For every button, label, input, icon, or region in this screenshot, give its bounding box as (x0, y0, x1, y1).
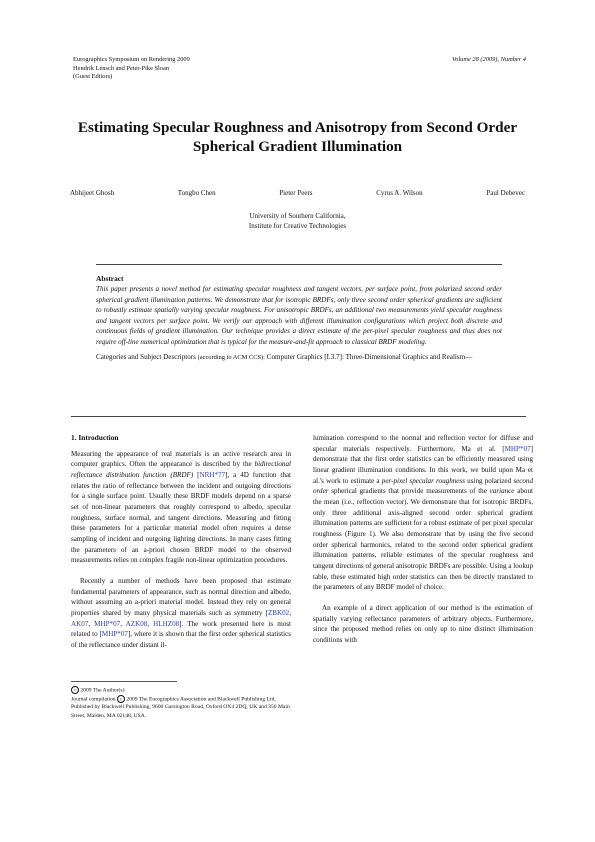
author-name: Cyrus A. Wilson (376, 189, 423, 197)
header-line: (Guest Editors) (73, 73, 113, 81)
citation-link[interactable]: MHP*07 (101, 630, 128, 639)
citation-link[interactable]: MHP*07 (504, 444, 531, 453)
citation-link[interactable]: HLHZ08 (153, 619, 180, 628)
header-line: Hendrik Lensch and Peter-Pike Sloan (73, 64, 170, 72)
citation-link[interactable]: NRH*77 (199, 470, 226, 479)
affiliation-line: University of Southern California, (249, 212, 346, 220)
categories-label: Categories and Subject Descriptors (96, 352, 196, 361)
author-list (70, 189, 525, 197)
abstract-text: This paper presents a novel method for estimating specular roughness and tangent vectors, per surface point, from polarized second order spherical gradient illumination patterns. We demonstrate that for isotropic BRDFs, only three second order spherical gradients are sufficient to robustly estimate spatially varying specular roughness. For anisotropic BRDFs, an additional two measurements yield specular roughness and tangent vectors per surface point. We verify our approach with different illumination configurations which project both discrete and continuous fields of gradient illumination. Our technique provides a direct estimate of the per-pixel specular roughness and thus does not require off-line numerical optimization that is typical for the measure-and-fit approach to classical BRDF modeling. (96, 285, 502, 346)
copyright-line: Journal compilation c 2009 The Eurographics Association and Blackwell Publishing Ltd. (71, 695, 276, 702)
copyright-icon: c (117, 695, 125, 703)
citation-link[interactable]: AZK08 (125, 619, 148, 628)
intro-paragraph: An example of a direct application of our method is the estimation of spatially varying reflectance parameters of arbitrary objects. Furthermore, since the proposed method relies on only up to nine distinct illumination conditions with (313, 603, 533, 644)
publisher-line: Published by Blackwell Publishing, 9600 Garsington Road, Oxford OX4 2DQ, UK and 350 Main Street, Malden, MA 02148, USA. (71, 704, 290, 719)
copyright-footer (71, 686, 291, 720)
abstract-section (96, 264, 502, 363)
intro-paragraph: Recently a number of methods have been proposed that estimate fundamental parameters of appearance, such as normal direction and albedo, without assuming an a-priori material model. Instead they rely on general properties shared by many physical materials such as symmetry [ZBK02, AK07, MHP*07, AZK08, HLHZ08]. The work presented here is most related to [MHP*07], where it is shown that the first order spherical statistics of the reflectance under distant il- (71, 576, 292, 649)
intro-paragraph: Measuring the appearance of real materials is an active research area in computer graphics. Often the appearance is described by the bidirectional reflectance distribution function (BRDF) [NRH*77], a 4D function that relates the ratio of reflectance between the incident and outgoing directions for a single surface point. Usually these BRDF models depend on a sparse set of non-linear parameters that roughly correspond to albedo, specular roughness, surface normal, and tangent directions. Measuring and fitting these parameters for a particular material model often requires a dense sampling of incident and outgoing lighting directions. In many cases fitting the parameters of an a-priori chosen BRDF model to the observed measurements relies on complex fragile non-linear optimization procedures. (71, 449, 291, 565)
author-name: Paul Debevec (486, 189, 525, 197)
author-name: Abhijeet Ghosh (70, 189, 115, 197)
affiliation-line: Institute for Creative Technologies (248, 222, 347, 230)
abstract-heading: Abstract (96, 274, 124, 283)
affiliation (180, 211, 415, 231)
paper-title: Estimating Specular Roughness and Anisotropy from Second Order Spherical Gradient Illumination (77, 119, 518, 155)
citation-link[interactable]: MHP*07 (94, 619, 121, 628)
abstract-divider (71, 416, 526, 417)
author-name: Pieter Peers (279, 189, 313, 197)
categories-paren: (according to ACM CCS): (197, 353, 265, 361)
left-column (71, 433, 291, 650)
copyright-icon: c (71, 686, 79, 694)
categories-text: Computer Graphics [I.3.7]: Three-Dimensional Graphics and Realism— (266, 352, 473, 361)
journal-header (73, 56, 333, 82)
copyright-line: c 2009 The Author(s) (71, 686, 291, 695)
citation-link[interactable]: AK07 (71, 619, 89, 628)
author-name: Tongbo Chen (177, 189, 216, 197)
footnote-divider (71, 681, 177, 682)
section-heading: 1. Introduction (71, 433, 119, 442)
right-column (313, 433, 533, 645)
categories (96, 352, 502, 364)
intro-paragraph: lumination correspond to the normal and reflection vector for diffuse and specular materials respectively. Furthermore, Ma et al. [MHP*07] demonstrate that the first order statistics can be efficiently measured using linear gradient illumination conditions. In this work, we build upon Ma et al.'s work to estimate a per-pixel specular roughness using polarized second order spherical gradients that provide measurements of the variance about the mean (i.e., reflection vector). We demonstrate that for isotropic BRDFs, only three additional axis-aligned second order spherical gradient illumination patterns are sufficient for a robust estimate of per pixel specular roughness (Figure 1). We also demonstrate that by using the five second order spherical harmonics, related to the second order spherical gradient illumination patterns, reliable estimates of the specular roughness and tangent directions of general anisotropic BRDFs are possible. Using a lookup table, these estimated high order statistics can then be directly translated to the parameters of any BRDF model of choice. (313, 434, 534, 592)
header-line: Eurographics Symposium on Rendering 2009 (73, 56, 190, 63)
volume-info: Volume 28 (2009), Number 4 (451, 56, 526, 63)
citation-link[interactable]: ZBK02 (267, 608, 290, 617)
